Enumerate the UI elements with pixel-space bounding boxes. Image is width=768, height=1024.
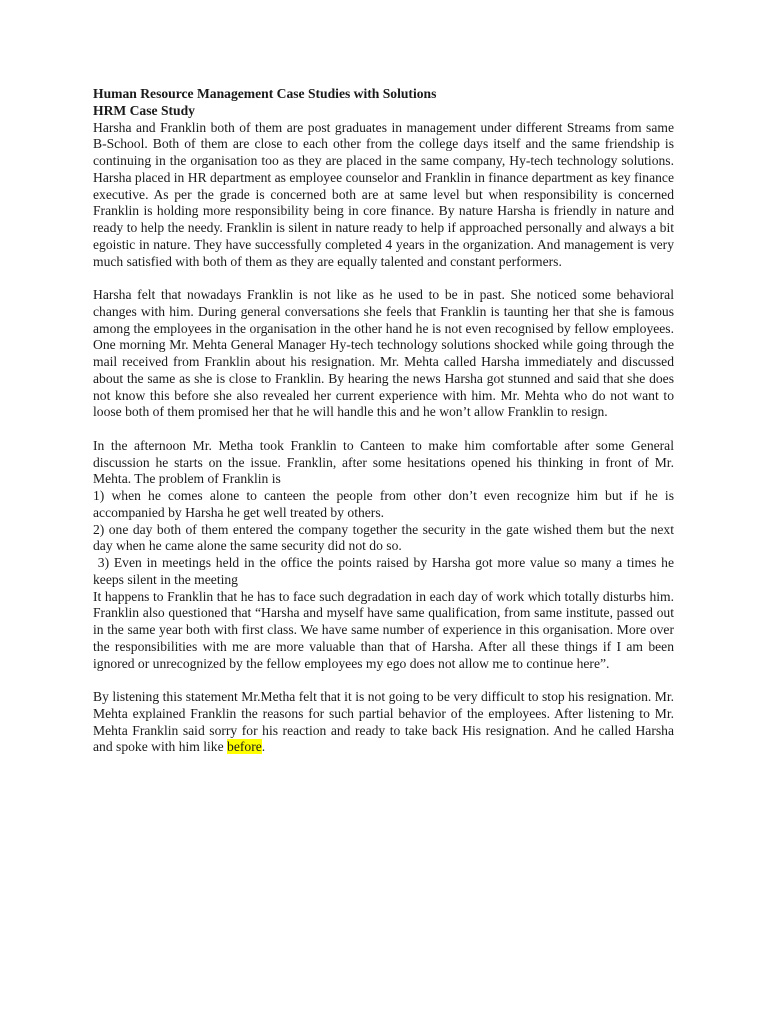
document-title: Human Resource Management Case Studies with Solutions (93, 86, 437, 101)
paragraph-1: Harsha and Franklin both of them are post graduates in management under different Streams from same B-School. Both of them are close to each other from the college days itself and the same friendship is continuing in the organisation too as they are placed in the same company, Hy-tech technology solutions. Harsha placed in HR department as employee counselor and Franklin in finance department as key finance executive. As per the grade is concerned both are at same level but when responsibility is concerned Franklin is holding more responsibility being in core finance. By nature Harsha is friendly in nature and ready to help the needy. Franklin is silent in nature ready to help if approached personally and always a bit egoistic in nature. They have successfully completed 4 years in the organization. And management is very much satisfied with both of them as they are equally talented and constant performers. (93, 119, 674, 269)
paragraph-4-text: By listening this statement Mr.Metha felt that it is not going to be very difficult to stop his resignation. Mr. Mehta explained Franklin the reasons for such partial behavior of the employees. After listening to Mr. Mehta Franklin said sorry for his reaction and ready to take back His resignation. And he called Harsha and spoke with him like (93, 689, 674, 755)
paragraph-spacer (93, 672, 674, 689)
document-page (93, 86, 678, 756)
final-period: . (261, 739, 266, 755)
problem-point-2: 2) one day both of them entered the company together the security in the gate wished them but the next day when he came alone the same security did not do so. (93, 521, 674, 554)
highlighted-word: before (227, 739, 262, 755)
problem-point-3: 3) Even in meetings held in the office the points raised by Harsha got more value so many a times he keeps silent in the meeting (93, 555, 678, 587)
document-subtitle: HRM Case Study (93, 102, 195, 118)
paragraph-spacer (93, 421, 674, 438)
paragraph-3-intro: In the afternoon Mr. Metha took Franklin to Canteen to make him comfortable after some General discussion he starts on the issue. Franklin, after some hesitations opened his thinking in front of Mr. Mehta. The problem of Franklin is (93, 437, 674, 487)
paragraph-4 (93, 689, 674, 756)
paragraph-3-outro: It happens to Franklin that he has to face such degradation in each day of work which totally disturbs him. Franklin also questioned that “Harsha and myself have same qualification, from same institute, passed out in the same year both with first class. We have same number of experience in this organisation. More over the responsibilities with me are more valuable than that of Harsha. After all these things if I am been ignored or unrecognized by the fellow employees my ego does not allow me to continue here”. (93, 588, 674, 671)
problem-point-1: 1) when he comes alone to canteen the people from other don’t even recognize him but if he is accompanied by Harsha he get well treated by others. (93, 488, 674, 520)
paragraph-2: Harsha felt that nowadays Franklin is not like as he used to be in past. She noticed some behavioral changes with him. During general conversations she feels that Franklin is taunting her that she is famous among the employees in the organisation in the other hand he is not even recognised by fellow employees. One morning Mr. Mehta General Manager Hy-tech technology solutions shocked while going through the mail received from Franklin about his resignation. Mr. Mehta called Harsha immediately and discussed about the same as she is close to Franklin. By hearing the news Harsha got stunned and said that she does not know this before she also revealed her current experience with him. Mr. Mehta who do not want to loose both of them promised her that he will handle this and he won’t allow Franklin to resign. (93, 287, 674, 420)
paragraph-spacer (93, 270, 674, 287)
